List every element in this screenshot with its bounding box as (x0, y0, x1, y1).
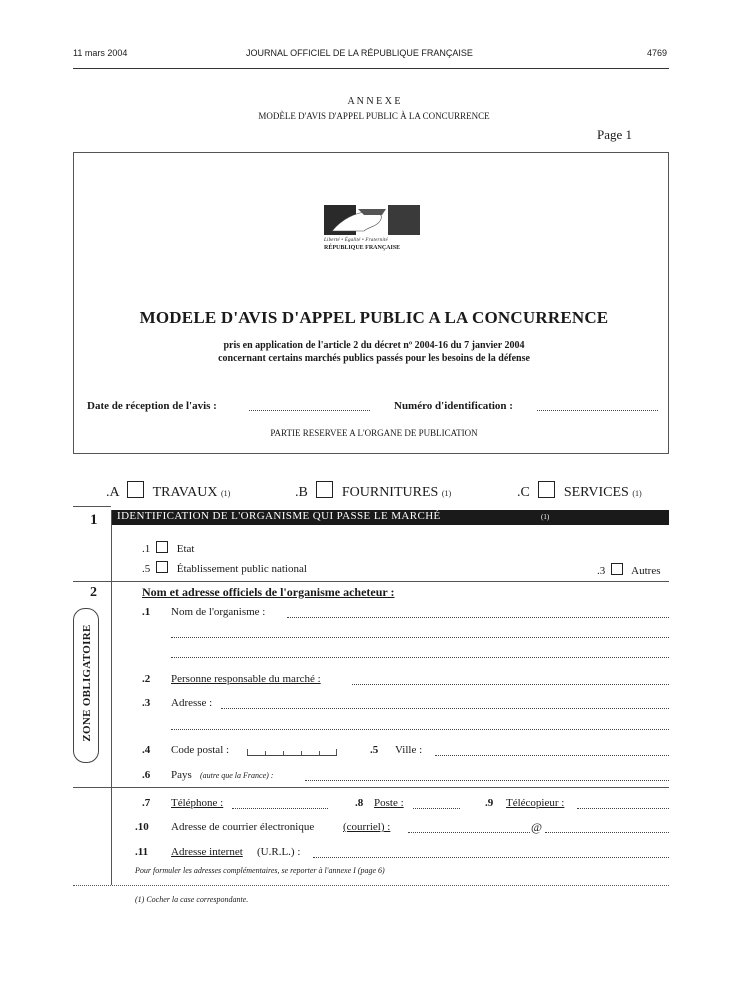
numero-identification-field[interactable] (537, 410, 658, 411)
subtitle-line2: concernant certains marchés publics passés pour les besoins de la défense (218, 353, 530, 364)
logo-republic: RÉPUBLIQUE FRANÇAISE (324, 245, 401, 251)
section2-title: Nom et adresse officiels de l'organisme acheteur : (142, 585, 395, 599)
annexe-title: A N N E X E (347, 96, 401, 107)
courriel-domain-field[interactable] (545, 832, 669, 833)
pays-label: Pays (171, 769, 192, 781)
telecopieur-field[interactable] (577, 808, 669, 809)
zone-obligatoire-frame (73, 608, 99, 763)
section1-note: (1) (541, 513, 550, 521)
category-code: .B (295, 485, 308, 500)
internet-label: Adresse internet (171, 846, 243, 858)
marianne-icon (324, 205, 420, 235)
header-date: 11 mars 2004 (73, 48, 128, 58)
date-reception-label: Date de réception de l'avis : (87, 400, 217, 412)
zone-obligatoire-label: ZONE OBLIGATOIRE (81, 624, 93, 742)
section1-number: 1 (90, 512, 98, 528)
category-label: TRAVAUX (152, 485, 218, 500)
category-note: (1) (220, 489, 231, 498)
header-page-number: 4769 (647, 48, 668, 58)
main-title: MODELE D'AVIS D'APPEL PUBLIC A LA CONCURRENCE (139, 308, 609, 327)
footnote: (1) Cocher la case correspondante. (135, 895, 249, 904)
complement-note: Pour formuler les adresses complémentaires, se reporter à l'annexe I (page 6) (135, 866, 385, 875)
nom-organisme-field[interactable] (287, 617, 669, 618)
telephone-label: Téléphone : (171, 797, 224, 809)
date-reception-field[interactable] (249, 410, 370, 411)
field-code: .6 (142, 769, 151, 781)
option-label: Etat (176, 543, 195, 555)
personne-responsable-label: Personne responsable du marché : (171, 673, 321, 685)
adresse-field-line2[interactable] (171, 729, 669, 730)
category-code: .A (106, 485, 119, 500)
option-autres[interactable] (597, 563, 660, 577)
pays-note: (autre que la France) : (200, 771, 274, 780)
nom-organisme-field-line2[interactable] (171, 637, 669, 638)
field-code: .4 (142, 744, 151, 756)
option-etat[interactable] (142, 541, 194, 555)
personne-responsable-field[interactable] (352, 684, 669, 685)
field-code: .1 (142, 606, 151, 618)
code-postal-field[interactable] (247, 747, 337, 756)
numero-identification-label: Numéro d'identification : (394, 400, 513, 412)
header-rule (73, 68, 669, 69)
code-postal-label: Code postal : (171, 744, 230, 756)
internet-label-suffix: (U.R.L.) : (257, 846, 301, 858)
category-fournitures[interactable] (295, 481, 451, 501)
field-code: .8 (355, 797, 364, 809)
courriel-user-field[interactable] (408, 832, 530, 833)
nom-organisme-label: Nom de l'organisme : (171, 606, 266, 618)
checkbox-autres[interactable] (611, 563, 623, 575)
option-label: Établissement public national (176, 563, 307, 575)
section1-title: IDENTIFICATION DE L'ORGANISME QUI PASSE LE MARCHÉ (117, 510, 441, 522)
category-services[interactable] (517, 481, 642, 501)
courriel-label-suffix: (courriel) : (343, 821, 391, 833)
page-label: Page 1 (597, 127, 633, 142)
poste-field[interactable] (413, 808, 460, 809)
field-code: .7 (142, 797, 151, 809)
at-sign: @ (531, 820, 543, 834)
category-travaux[interactable] (106, 481, 230, 501)
poste-label: Poste : (374, 797, 404, 809)
reserved-note: PARTIE RESERVEE A L'ORGANE DE PUBLICATION (270, 428, 478, 438)
checkbox-etablissement[interactable] (156, 561, 168, 573)
field-code: .3 (142, 697, 151, 709)
category-note: (1) (632, 489, 642, 498)
option-etablissement[interactable] (142, 561, 307, 575)
telecopieur-label: Télécopieur : (506, 797, 565, 809)
section2-number: 2 (90, 585, 97, 600)
header-journal: JOURNAL OFFICIEL DE LA RÉPUBLIQUE FRANÇAISE (246, 48, 473, 58)
category-code: .C (517, 485, 530, 500)
checkbox-etat[interactable] (156, 541, 168, 553)
field-code: .9 (485, 797, 494, 809)
ville-label: Ville : (395, 744, 423, 756)
checkbox-travaux[interactable] (127, 481, 144, 498)
logo-motto: Liberté • Égalité • Fraternité (324, 238, 388, 243)
checkbox-fournitures[interactable] (316, 481, 333, 498)
option-code: .1 (142, 543, 151, 555)
pays-field[interactable] (305, 780, 669, 781)
category-label: FOURNITURES (341, 485, 439, 500)
category-label: SERVICES (563, 485, 629, 500)
field-code: .11 (135, 846, 149, 858)
nom-organisme-field-line3[interactable] (171, 657, 669, 658)
internet-field[interactable] (313, 857, 669, 858)
adresse-label: Adresse : (171, 697, 213, 709)
field-code: .5 (370, 744, 379, 756)
option-code: .5 (142, 563, 151, 575)
option-label: Autres (631, 565, 661, 577)
courriel-label: Adresse de courrier électronique (171, 821, 315, 833)
adresse-field[interactable] (221, 708, 669, 709)
option-code: .3 (597, 565, 606, 577)
marianne-logo (324, 205, 420, 235)
subtitle-line1: pris en application de l'article 2 du décret nº 2004-16 du 7 janvier 2004 (223, 340, 525, 351)
field-code: .2 (142, 673, 151, 685)
section1-title-bar (111, 510, 669, 525)
annexe-subtitle: MODÈLE D'AVIS D'APPEL PUBLIC À LA CONCURRENCE (258, 111, 490, 121)
checkbox-services[interactable] (538, 481, 555, 498)
field-code: .10 (135, 821, 149, 833)
ville-field[interactable] (435, 755, 669, 756)
category-note: (1) (441, 489, 452, 498)
telephone-field[interactable] (232, 808, 328, 809)
